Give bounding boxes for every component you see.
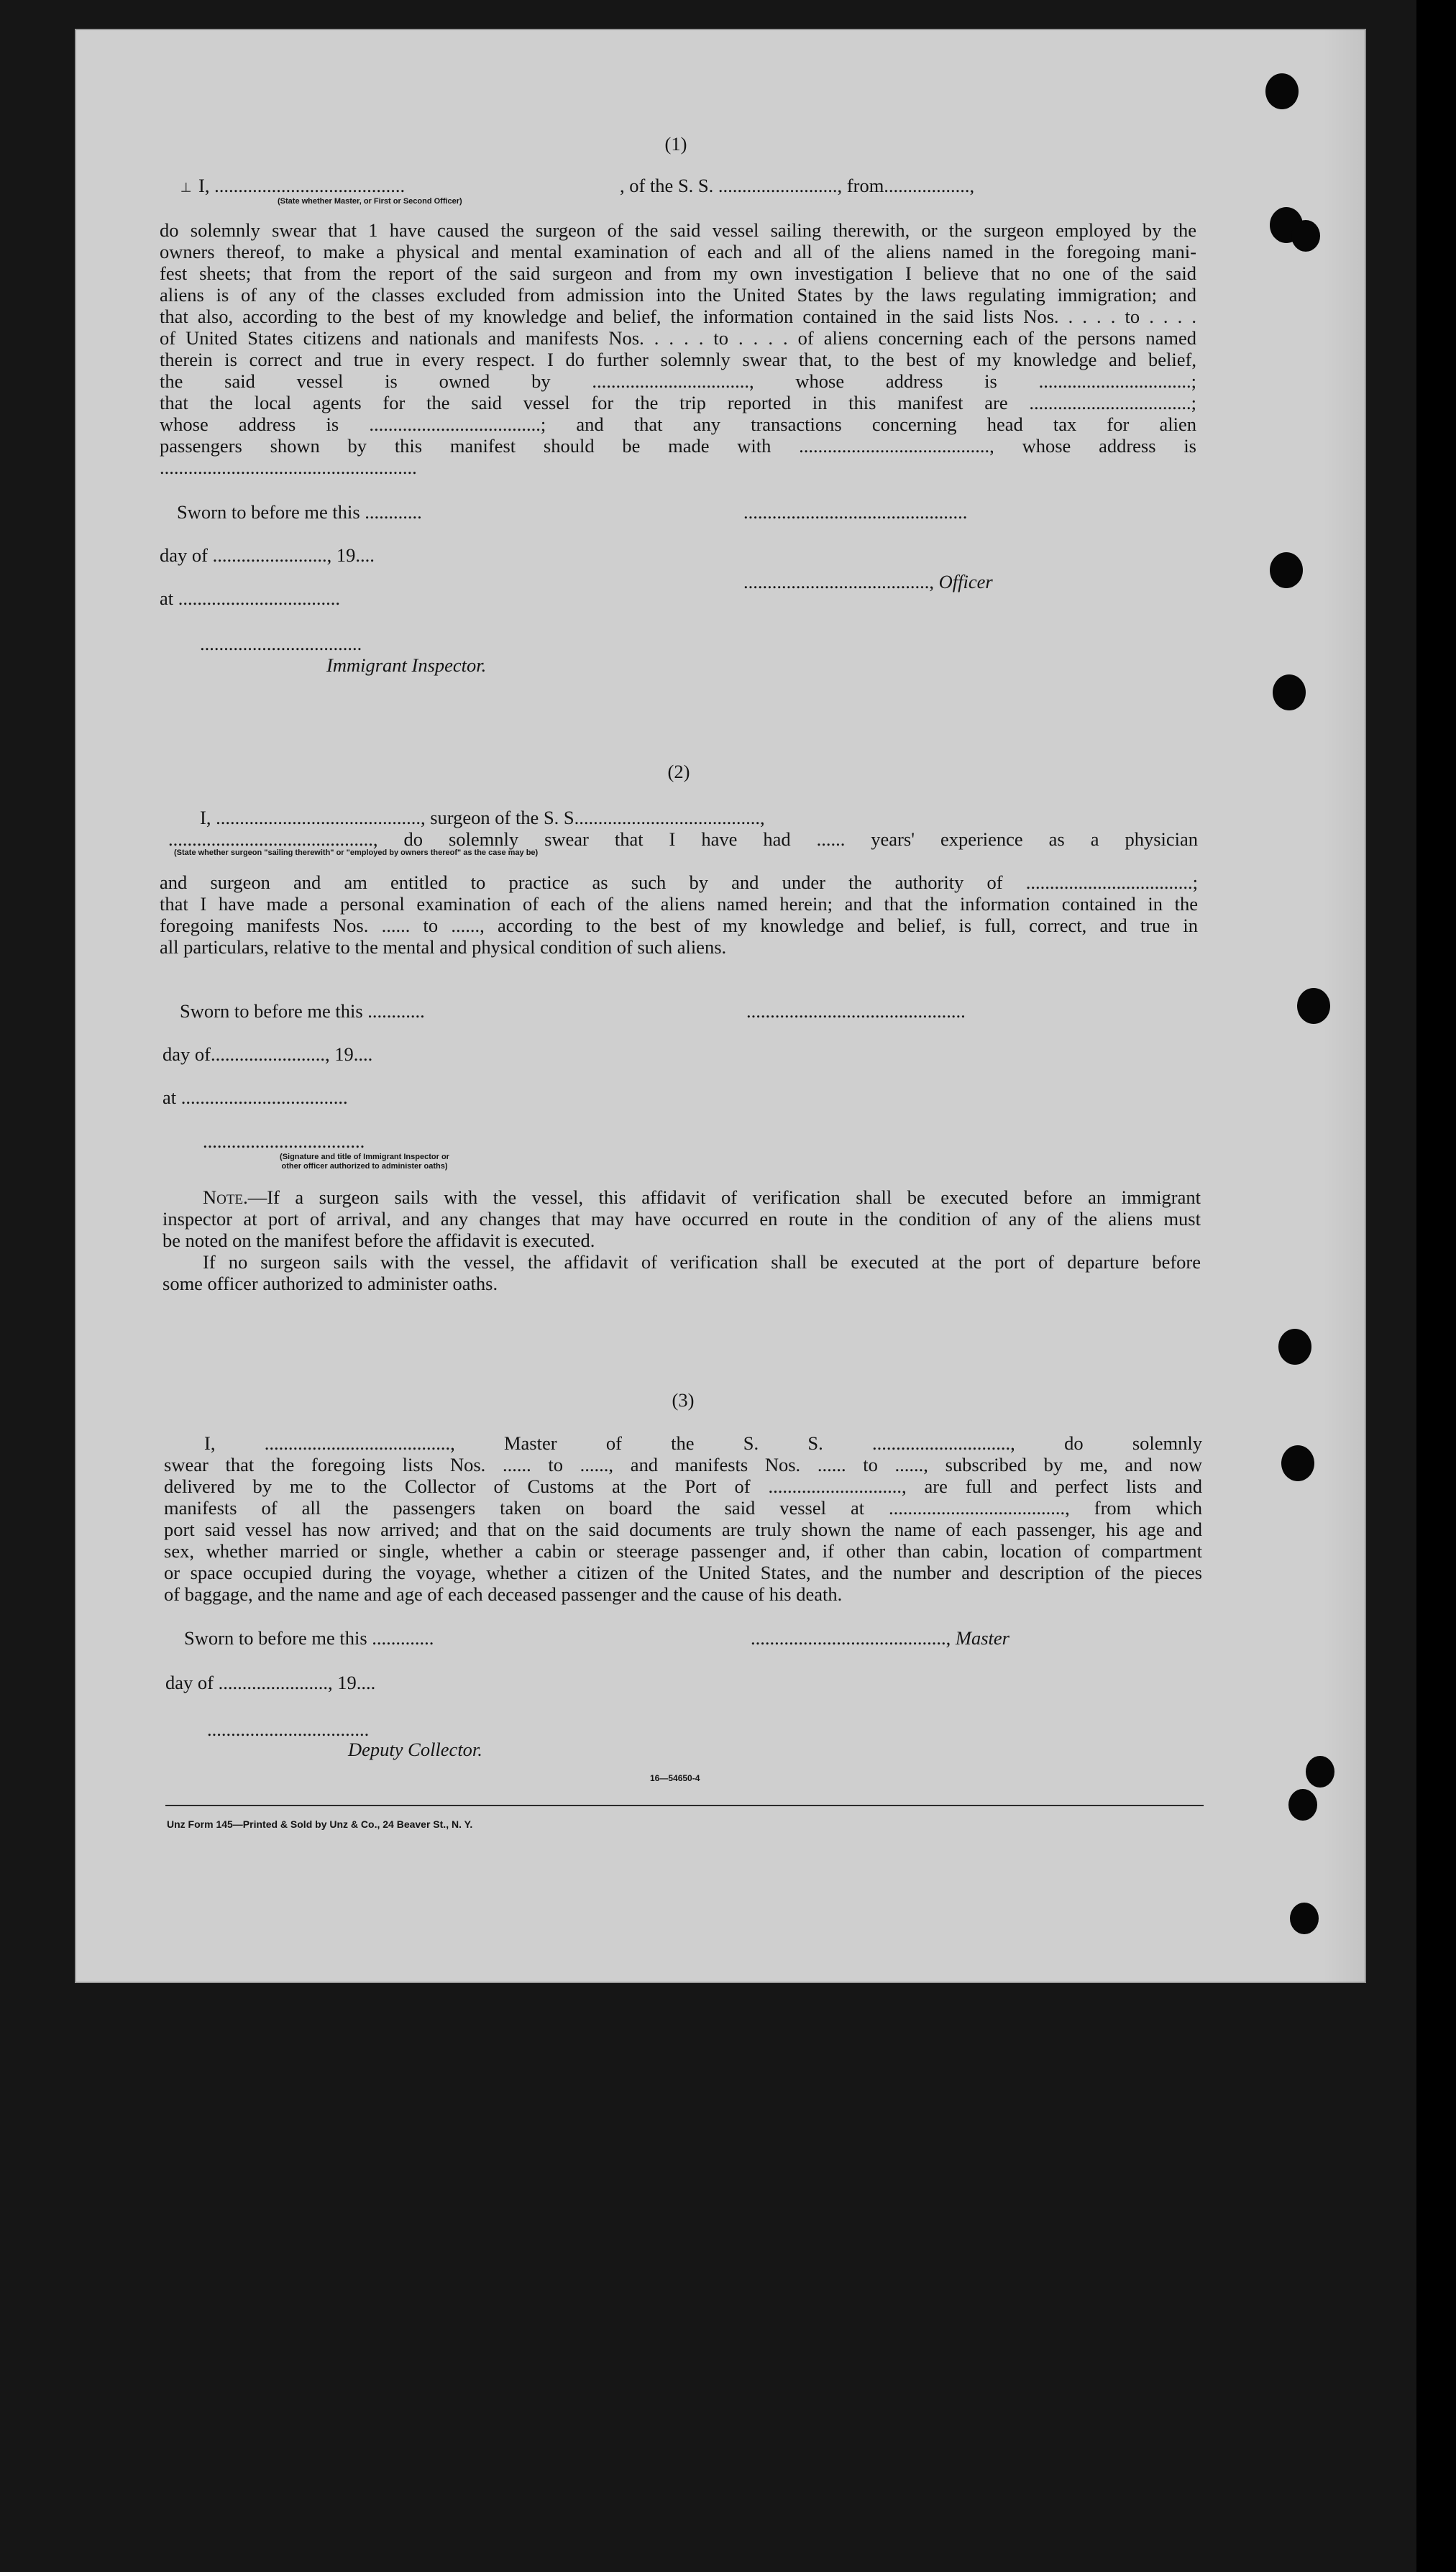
master-oath-line: port said vessel has now arrived; and that on the said documents are truly shown the name of each passenger, his age and xyxy=(164,1519,1202,1540)
master-dots: ........................................., xyxy=(751,1627,956,1649)
binder-hole xyxy=(1297,988,1330,1024)
signature-caption: (Signature and title of Immigrant Inspector or xyxy=(280,1153,449,1161)
ink-mark: ⟂ xyxy=(181,180,191,196)
master-oath-line: swear that the foregoing lists Nos. ...... to ......, and manifests Nos. ...... to ......, subscribed by me, and now xyxy=(164,1454,1202,1475)
oath-line: of United States citizens and nationals and manifests Nos. . . . . to . . . . of aliens concerning each of the persons named xyxy=(160,327,1196,349)
binder-hole xyxy=(1290,1903,1319,1934)
surgeon-note: (State whether surgeon "sailing therewith" or "employed by owners thereof" as the case may be) xyxy=(174,848,539,857)
at-line: at .................................. xyxy=(160,587,340,609)
binder-hole xyxy=(1278,1329,1311,1365)
note-line xyxy=(203,1186,1201,1208)
binder-hole xyxy=(1273,674,1306,710)
master-oath-line: delivered by me to the Collector of Customs at the Port of ............................, are full and perfect lists and xyxy=(164,1475,1202,1497)
oath-line: passengers shown by this manifest should be made with ........................................, whose address is xyxy=(160,435,1196,457)
officer-rank-note: (State whether Master, or First or Second Officer) xyxy=(278,197,462,206)
oath-line: do solemnly swear that 1 have caused the surgeon of the said vessel sailing therewith, or the surgeon employed by the xyxy=(160,219,1196,241)
form-number: 16—54650-4 xyxy=(650,1773,700,1783)
signature-dots: ............................................... xyxy=(743,501,968,523)
master-oath-line: sex, whether married or single, whether a cabin or steerage passenger and, if other than cabin, location of compartment xyxy=(164,1540,1202,1562)
section-number: (1) xyxy=(664,133,687,155)
inspector-dots: .................................. xyxy=(203,1130,365,1152)
inspector-label: Immigrant Inspector. xyxy=(326,654,487,676)
master-oath-line: or space occupied during the voyage, whether a citizen of the United States, and the number and description of the pieces xyxy=(164,1562,1202,1583)
day-line: day of ......................., 19.... xyxy=(165,1672,376,1693)
oath-line: fest sheets; that from the report of the said surgeon and from my own investigation I believe that no one of the said xyxy=(160,262,1196,284)
master-signature-line xyxy=(751,1627,1009,1649)
oath-line: therein is correct and true in every respect. I do further solemnly swear that, to the best of my knowledge and belief, xyxy=(160,349,1196,370)
binder-hole xyxy=(1270,552,1303,588)
signature-caption: other officer authorized to administer oaths) xyxy=(281,1162,448,1171)
oath-line: the said vessel is owned by ................................., whose address is ................................; xyxy=(160,370,1196,392)
sworn-line: Sworn to before me this ............ xyxy=(177,501,422,523)
scanner-edge xyxy=(1416,0,1456,2572)
surgeon-line: I, ..........................................., surgeon of the S. S......................................., xyxy=(200,807,765,828)
collector-label: Deputy Collector. xyxy=(348,1739,482,1760)
sworn-line: Sworn to before me this ............ xyxy=(180,1000,425,1022)
surgeon-oath-line: foregoing manifests Nos. ...... to ......, according to the best of my knowledge and belief, is full, correct, and true in xyxy=(160,915,1198,936)
surgeon-oath-line: all particulars, relative to the mental and physical condition of such aliens. xyxy=(160,936,727,958)
oath-line: whose address is ....................................; and that any transactions concerning head tax for alien xyxy=(160,413,1196,435)
master-oath-line: of baggage, and the name and age of each deceased passenger and the cause of his death. xyxy=(164,1583,843,1605)
officer-rank-line: I, ........................................ xyxy=(198,175,406,196)
note-line: some officer authorized to administer oaths. xyxy=(162,1273,498,1294)
footer-imprint: Unz Form 145—Printed & Sold by Unz & Co., 24 Beaver St., N. Y. xyxy=(167,1818,473,1830)
binder-hole xyxy=(1291,220,1320,252)
oath-line: aliens is of any of the classes excluded from admission into the United States by the laws regulating immigration; and xyxy=(160,284,1196,306)
surgeon-oath-line: that I have made a personal examination of each of the aliens named herein; and that the information contained in the xyxy=(160,893,1198,915)
binder-hole xyxy=(1306,1756,1334,1788)
oath-line: owners thereof, to make a physical and mental examination of each and all of the aliens named in the foregoing mani- xyxy=(160,241,1196,262)
at-line: at ................................... xyxy=(162,1086,348,1108)
binder-hole xyxy=(1281,1445,1314,1481)
master-oath-line: manifests of all the passengers taken on board the said vessel at ....................................., from which xyxy=(164,1497,1202,1519)
oath-line: that the local agents for the said vessel for the trip reported in this manifest are ..................................; xyxy=(160,392,1196,413)
note-head: Note. xyxy=(203,1186,248,1208)
binder-hole xyxy=(1265,73,1299,109)
note-line: If no surgeon sails with the vessel, the affidavit of verification shall be executed at the port of departure before xyxy=(203,1251,1201,1273)
oath-line: ...................................................... xyxy=(160,457,417,478)
oath-line: that also, according to the best of my knowledge and belief, the information contained in the said lists Nos. . . . . to . . . . xyxy=(160,306,1196,327)
footer-rule xyxy=(165,1805,1204,1806)
master-oath-line: I, ......................................., Master of the S. S. ............................., do solemnly xyxy=(204,1432,1202,1454)
section-number: (2) xyxy=(667,761,690,782)
sworn-line: Sworn to before me this ............. xyxy=(184,1627,434,1649)
day-line: day of........................, 19.... xyxy=(162,1043,373,1065)
signature-dots: .............................................. xyxy=(746,1000,966,1022)
master-label: Master xyxy=(955,1627,1009,1649)
officer-dots: ......................................., xyxy=(743,571,939,592)
experience-line: ..........................................., do solemnly swear that I have had ...... years' experience as a physician xyxy=(168,828,1198,850)
inspector-dots: .................................. xyxy=(200,633,362,654)
note-line: inspector at port of arrival, and any changes that may have occurred en route in the condition of any of the aliens must xyxy=(162,1208,1201,1230)
vessel-line: , of the S. S. ........................., from.................., xyxy=(620,175,975,196)
note-text: —If a surgeon sails with the vessel, this affidavit of verification shall be executed before an immigrant xyxy=(247,1186,1201,1208)
officer-label: Officer xyxy=(938,571,993,592)
collector-dots: .................................. xyxy=(207,1719,370,1740)
day-line: day of ........................, 19.... xyxy=(160,544,375,566)
binder-hole xyxy=(1288,1789,1317,1821)
surgeon-oath-line: and surgeon and am entitled to practice as such by and under the authority of ...................................; xyxy=(160,871,1198,893)
note-line: be noted on the manifest before the affidavit is executed. xyxy=(162,1230,595,1251)
officer-signature-line xyxy=(743,571,993,592)
section-number: (3) xyxy=(672,1389,695,1411)
